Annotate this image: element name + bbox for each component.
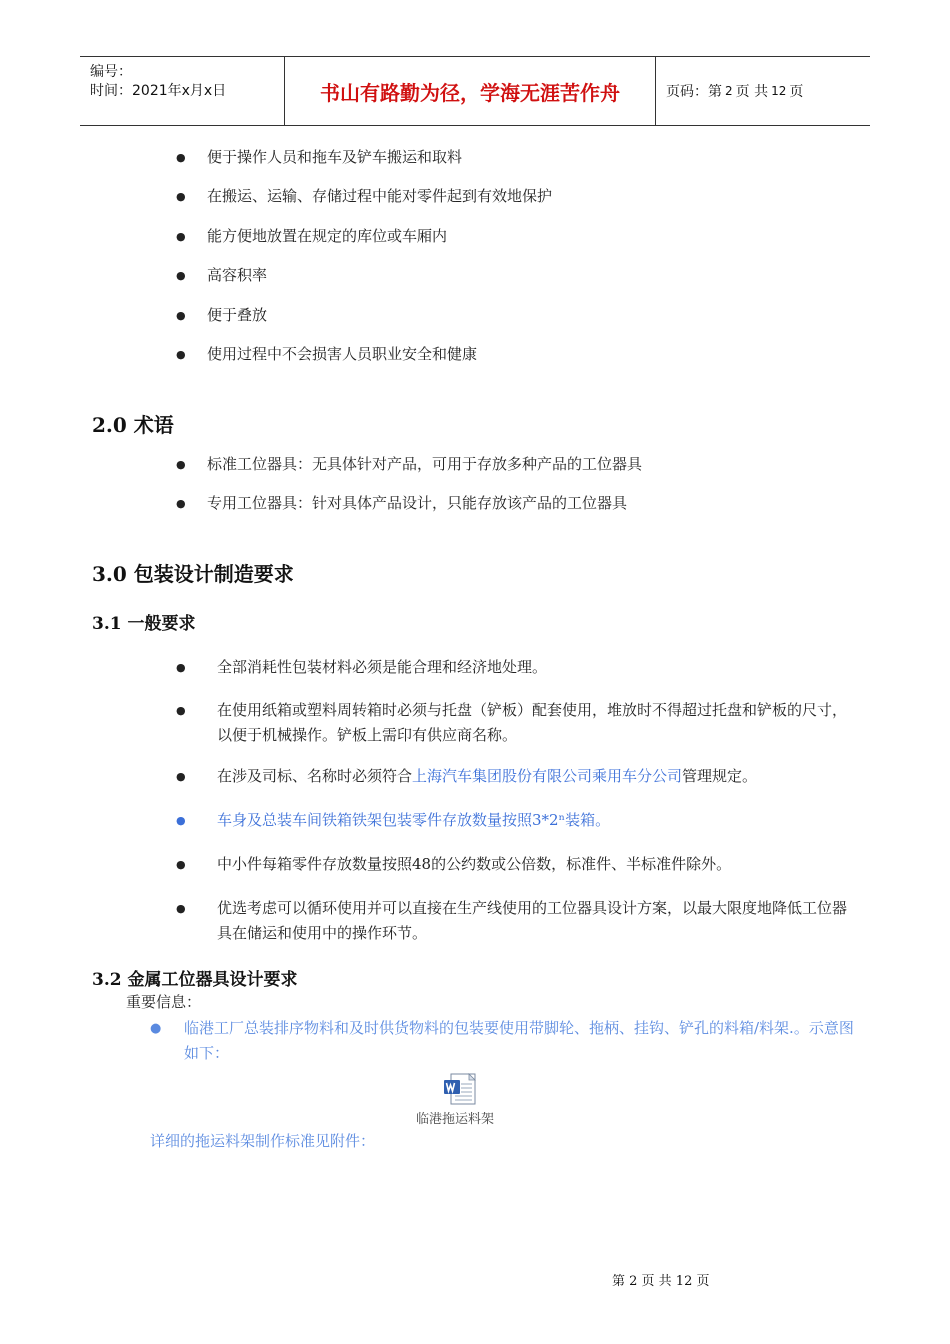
word-document-icon[interactable] <box>441 1072 481 1106</box>
page-mid: 页 共 <box>735 84 769 100</box>
bullet-icon: ● <box>176 704 186 717</box>
list-item: ● 能方便地放置在规定的库位或车厢内 <box>176 224 856 249</box>
list-item: ● 全部消耗性包装材料必须是能合理和经济地处理。 <box>176 655 856 680</box>
list-item: ● 使用过程中不会损害人员职业安全和健康 <box>176 342 856 367</box>
header-motto: 书山有路勤为径，学海无涯苦作舟 <box>320 80 620 105</box>
list-item: ● 在搬运、运输、存储过程中能对零件起到有效地保护 <box>176 184 856 209</box>
list-item: ● 车身及总装车间铁箱铁架包装零件存放数量按照3*2ⁿ装箱。 <box>176 808 856 833</box>
doc-time-label: 时间：2021年x月x日 <box>90 83 227 99</box>
list-item: ● 中小件每箱零件存放数量按照48的公约数或公倍数，标准件、半标准件除外。 <box>176 852 856 877</box>
bullet-icon: ● <box>176 814 186 827</box>
page-footer: 第 2 页 共 12 页 <box>612 1274 710 1289</box>
page-header <box>80 56 870 126</box>
bullet-icon: ● <box>176 497 186 510</box>
list-item: ● 专用工位器具：针对具体产品设计，只能存放该产品的工位器具 <box>176 491 856 516</box>
list-item: ● 便于叠放 <box>176 303 856 328</box>
bullet-icon: ● <box>176 230 186 243</box>
page-number: 2 <box>725 84 733 98</box>
bullet-icon: ● <box>176 770 186 783</box>
company-name-link: 上海汽车集团股份有限公司乘用车分公司 <box>412 767 683 785</box>
bullet-icon: ● <box>176 661 186 674</box>
attachment-note: 详细的拖运料架制作标准见附件： <box>150 1132 376 1150</box>
subsection-heading: 3.2 金属工位器具设计要求 <box>92 970 298 990</box>
doc-number-label: 编号： <box>90 64 132 80</box>
list-item: ● 临港工厂总装排序物料和及时供货物料的包装要使用带脚轮、拖柄、挂钩、铲孔的料箱/料架.。示意图如下： <box>150 1016 855 1066</box>
list-item: ● 在使用纸箱或塑料周转箱时必须与托盘（铲板）配套使用，堆放时不得超过托盘和铲板的尺寸，以便于机械操作。铲板上需印有供应商名称。 <box>176 698 856 748</box>
page-total: 12 <box>771 84 787 98</box>
list-item: ● 便于操作人员和拖车及铲车搬运和取料 <box>176 145 856 170</box>
page-prefix: 页码：第 <box>666 84 722 100</box>
header-page-info <box>666 57 803 125</box>
bullet-icon: ● <box>176 858 186 871</box>
page-suffix: 页 <box>789 84 804 100</box>
section-heading: 3.0 包装设计制造要求 <box>92 562 294 586</box>
bullet-icon: ● <box>176 309 186 322</box>
attachment-label[interactable]: 临港拖运料架 <box>416 1112 495 1127</box>
bullet-icon: ● <box>176 348 186 361</box>
list-item: ● 优选考虑可以循环使用并可以直接在生产线使用的工位器具设计方案，以最大限度地降低工位器具在储运和使用中的操作环节。 <box>176 896 856 946</box>
bullet-icon: ● <box>176 190 186 203</box>
important-label: 重要信息： <box>126 993 202 1011</box>
subsection-heading: 3.1 一般要求 <box>92 614 196 634</box>
bullet-icon: ● <box>176 458 186 471</box>
section-heading: 2.0 术语 <box>92 413 174 437</box>
bullet-icon: ● <box>150 1021 162 1036</box>
bullet-icon: ● <box>176 902 186 915</box>
list-item: ● 在涉及司标、名称时必须符合上海汽车集团股份有限公司乘用车分公司管理规定。 <box>176 764 856 789</box>
list-item: ● 高容积率 <box>176 263 856 288</box>
list-item: ● 标准工位器具：无具体针对产品，可用于存放多种产品的工位器具 <box>176 452 856 477</box>
bullet-icon: ● <box>176 151 186 164</box>
header-meta <box>90 63 226 101</box>
header-divider <box>655 57 656 125</box>
bullet-icon: ● <box>176 269 186 282</box>
